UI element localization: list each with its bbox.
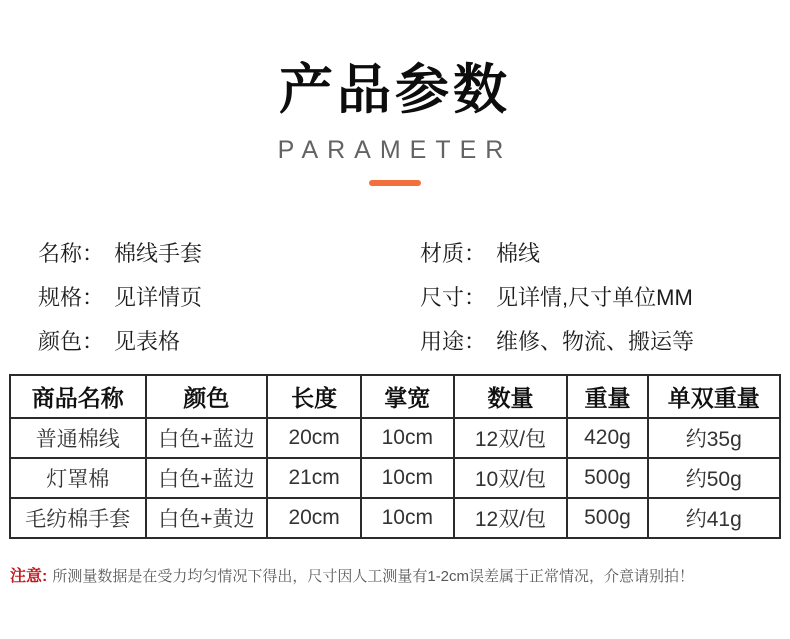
spec-label: 名称： (38, 240, 105, 266)
table-row (10, 418, 780, 458)
spec-column-left (38, 230, 420, 362)
table-cell: 12双/包 (454, 498, 568, 538)
spec-label: 材质： (420, 240, 487, 266)
column-header-weight: 重量 (567, 375, 647, 418)
spec-column-right (420, 230, 790, 362)
table-cell: 420g (567, 418, 647, 458)
table-cell: 20cm (267, 418, 361, 458)
spec-section (0, 230, 790, 362)
column-header-length: 长度 (267, 375, 361, 418)
spec-value: 见详情页 (114, 284, 203, 310)
table-row (10, 458, 780, 498)
spec-label: 规格： (38, 284, 105, 310)
spec-value: 棉线 (496, 240, 541, 266)
table-cell: 约41g (648, 498, 780, 538)
spec-value: 见表格 (114, 328, 181, 354)
table-cell: 500g (567, 458, 647, 498)
spec-item-usage (420, 318, 790, 362)
spec-item-material (420, 230, 790, 274)
table-cell: 白色+蓝边 (146, 418, 268, 458)
table-cell: 白色+黄边 (146, 498, 268, 538)
note-text: 所测量数据是在受力均匀情况下得出，尺寸因人工测量有1-2cm误差属于正常情况，介意请别拍！ (52, 568, 695, 585)
table-cell: 灯罩棉 (10, 458, 146, 498)
spec-item-name (38, 230, 420, 274)
column-header-pair-weight: 单双重量 (648, 375, 780, 418)
table-row (10, 498, 780, 538)
column-header-palm-width: 掌宽 (361, 375, 453, 418)
spec-label: 颜色： (38, 328, 105, 354)
spec-item-color (38, 318, 420, 362)
parameter-table (9, 374, 781, 539)
table-cell: 10cm (361, 498, 453, 538)
table-cell: 约35g (648, 418, 780, 458)
page-subtitle: PARAMETER (277, 136, 513, 164)
spec-value: 维修、物流、搬运等 (496, 328, 695, 354)
spec-value: 棉线手套 (114, 240, 203, 266)
table-cell: 10cm (361, 458, 453, 498)
measurement-note (10, 567, 790, 587)
page-title: 产品参数 (279, 60, 511, 120)
spec-label: 尺寸： (420, 284, 487, 310)
table-cell: 毛纺棉手套 (10, 498, 146, 538)
table-cell: 500g (567, 498, 647, 538)
note-label: 注意: (10, 568, 48, 585)
table-cell: 21cm (267, 458, 361, 498)
spec-label: 用途： (420, 328, 487, 354)
column-header-color: 颜色 (146, 375, 268, 418)
page-header (0, 0, 790, 186)
column-header-product-name: 商品名称 (10, 375, 146, 418)
table-cell: 20cm (267, 498, 361, 538)
table-cell: 10双/包 (454, 458, 568, 498)
table-cell: 白色+蓝边 (146, 458, 268, 498)
accent-underline (369, 180, 421, 186)
spec-value: 见详情,尺寸单位MM (496, 284, 693, 310)
table-cell: 10cm (361, 418, 453, 458)
table-cell: 12双/包 (454, 418, 568, 458)
table-cell: 约50g (648, 458, 780, 498)
column-header-quantity: 数量 (454, 375, 568, 418)
spec-item-specification (38, 274, 420, 318)
spec-item-size (420, 274, 790, 318)
table-header-row (10, 375, 780, 418)
table-cell: 普通棉线 (10, 418, 146, 458)
